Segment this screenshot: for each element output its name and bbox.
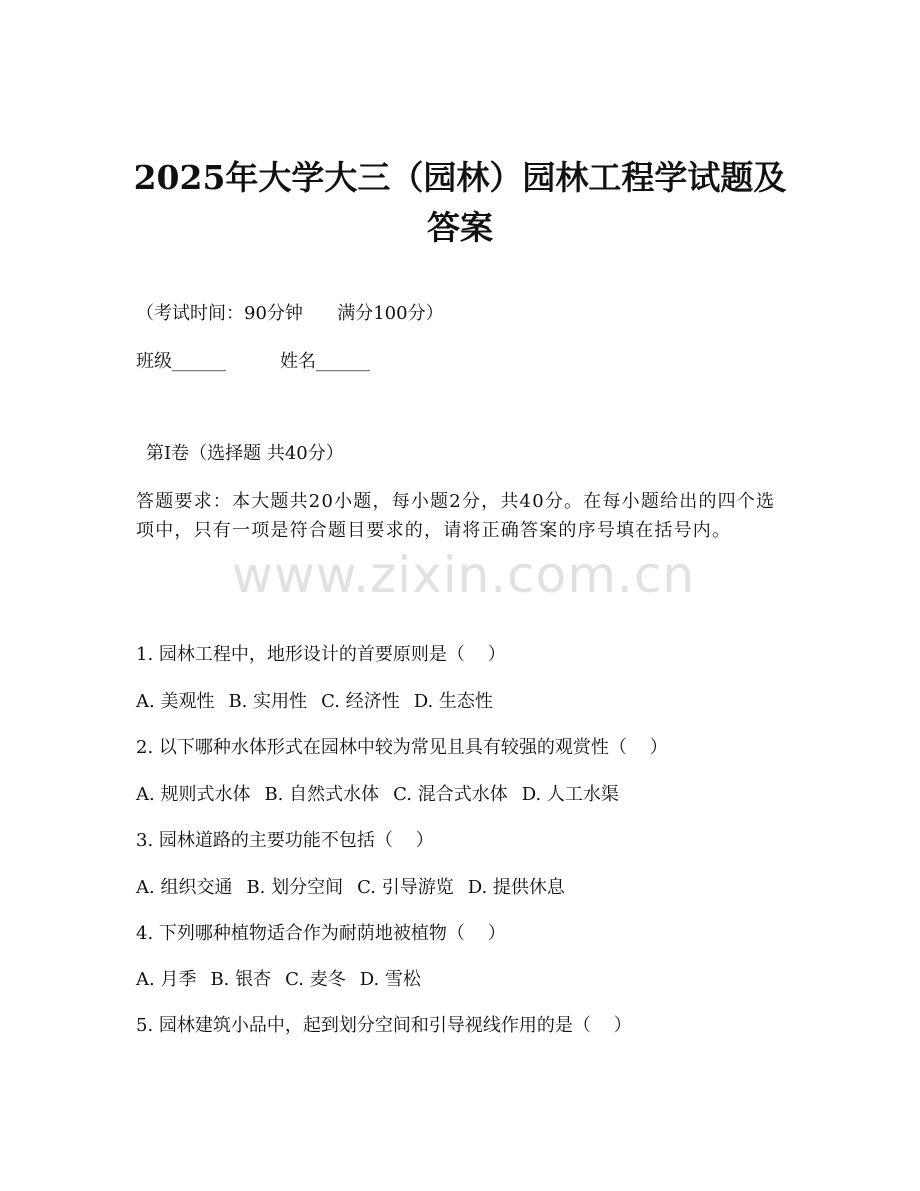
- option-b: B. 实用性: [228, 691, 308, 712]
- option-d: D. 生态性: [413, 691, 493, 712]
- option-a: A. 组织交通: [136, 877, 233, 898]
- document-title-line1: 2025年大学大三（园林）园林工程学试题及: [133, 158, 787, 197]
- question-3: 3. 园林道路的主要功能不包括（ ）: [136, 830, 434, 851]
- section-heading: 第Ⅰ卷（选择题 共40分）: [146, 443, 344, 464]
- class-name-row: [136, 350, 370, 374]
- class-label: 班级______: [136, 351, 226, 372]
- exam-info: （考试时间：90分钟 满分100分）: [136, 303, 444, 324]
- question-3-options: [136, 876, 579, 900]
- option-d: D. 雪松: [359, 969, 421, 990]
- option-a: A. 美观性: [136, 691, 215, 712]
- document-title-line2: 答案: [427, 208, 493, 247]
- option-d: D. 人工水渠: [521, 784, 619, 805]
- name-label: 姓名______: [280, 351, 370, 372]
- instructions-paragraph: 答题要求：本大题共20小题，每小题2分，共40分。在每小题给出的四个选项中，只有一项是符合题目要求的，请将正确答案的序号填在括号内。: [136, 491, 776, 541]
- option-d: D. 提供休息: [467, 877, 565, 898]
- question-2-options: [136, 783, 633, 807]
- question-5: 5. 园林建筑小品中，起到划分空间和引导视线作用的是（ ）: [136, 1015, 632, 1036]
- option-a: A. 月季: [136, 969, 197, 990]
- option-b: B. 银杏: [210, 969, 272, 990]
- option-c: C. 经济性: [321, 691, 400, 712]
- watermark: www.zixin.com.cn: [232, 546, 696, 604]
- question-4-options: [136, 968, 435, 992]
- question-4: 4. 下列哪种植物适合作为耐荫地被植物（ ）: [136, 923, 506, 944]
- option-b: B. 自然式水体: [264, 784, 380, 805]
- option-a: A. 规则式水体: [136, 784, 251, 805]
- question-1-options: [136, 690, 507, 714]
- option-c: C. 麦冬: [285, 969, 346, 990]
- question-2: 2. 以下哪种水体形式在园林中较为常见且具有较强的观赏性（ ）: [136, 737, 668, 758]
- option-c: C. 混合式水体: [393, 784, 508, 805]
- question-1: 1. 园林工程中，地形设计的首要原则是（ ）: [136, 644, 506, 665]
- option-c: C. 引导游览: [357, 877, 454, 898]
- option-b: B. 划分空间: [246, 877, 344, 898]
